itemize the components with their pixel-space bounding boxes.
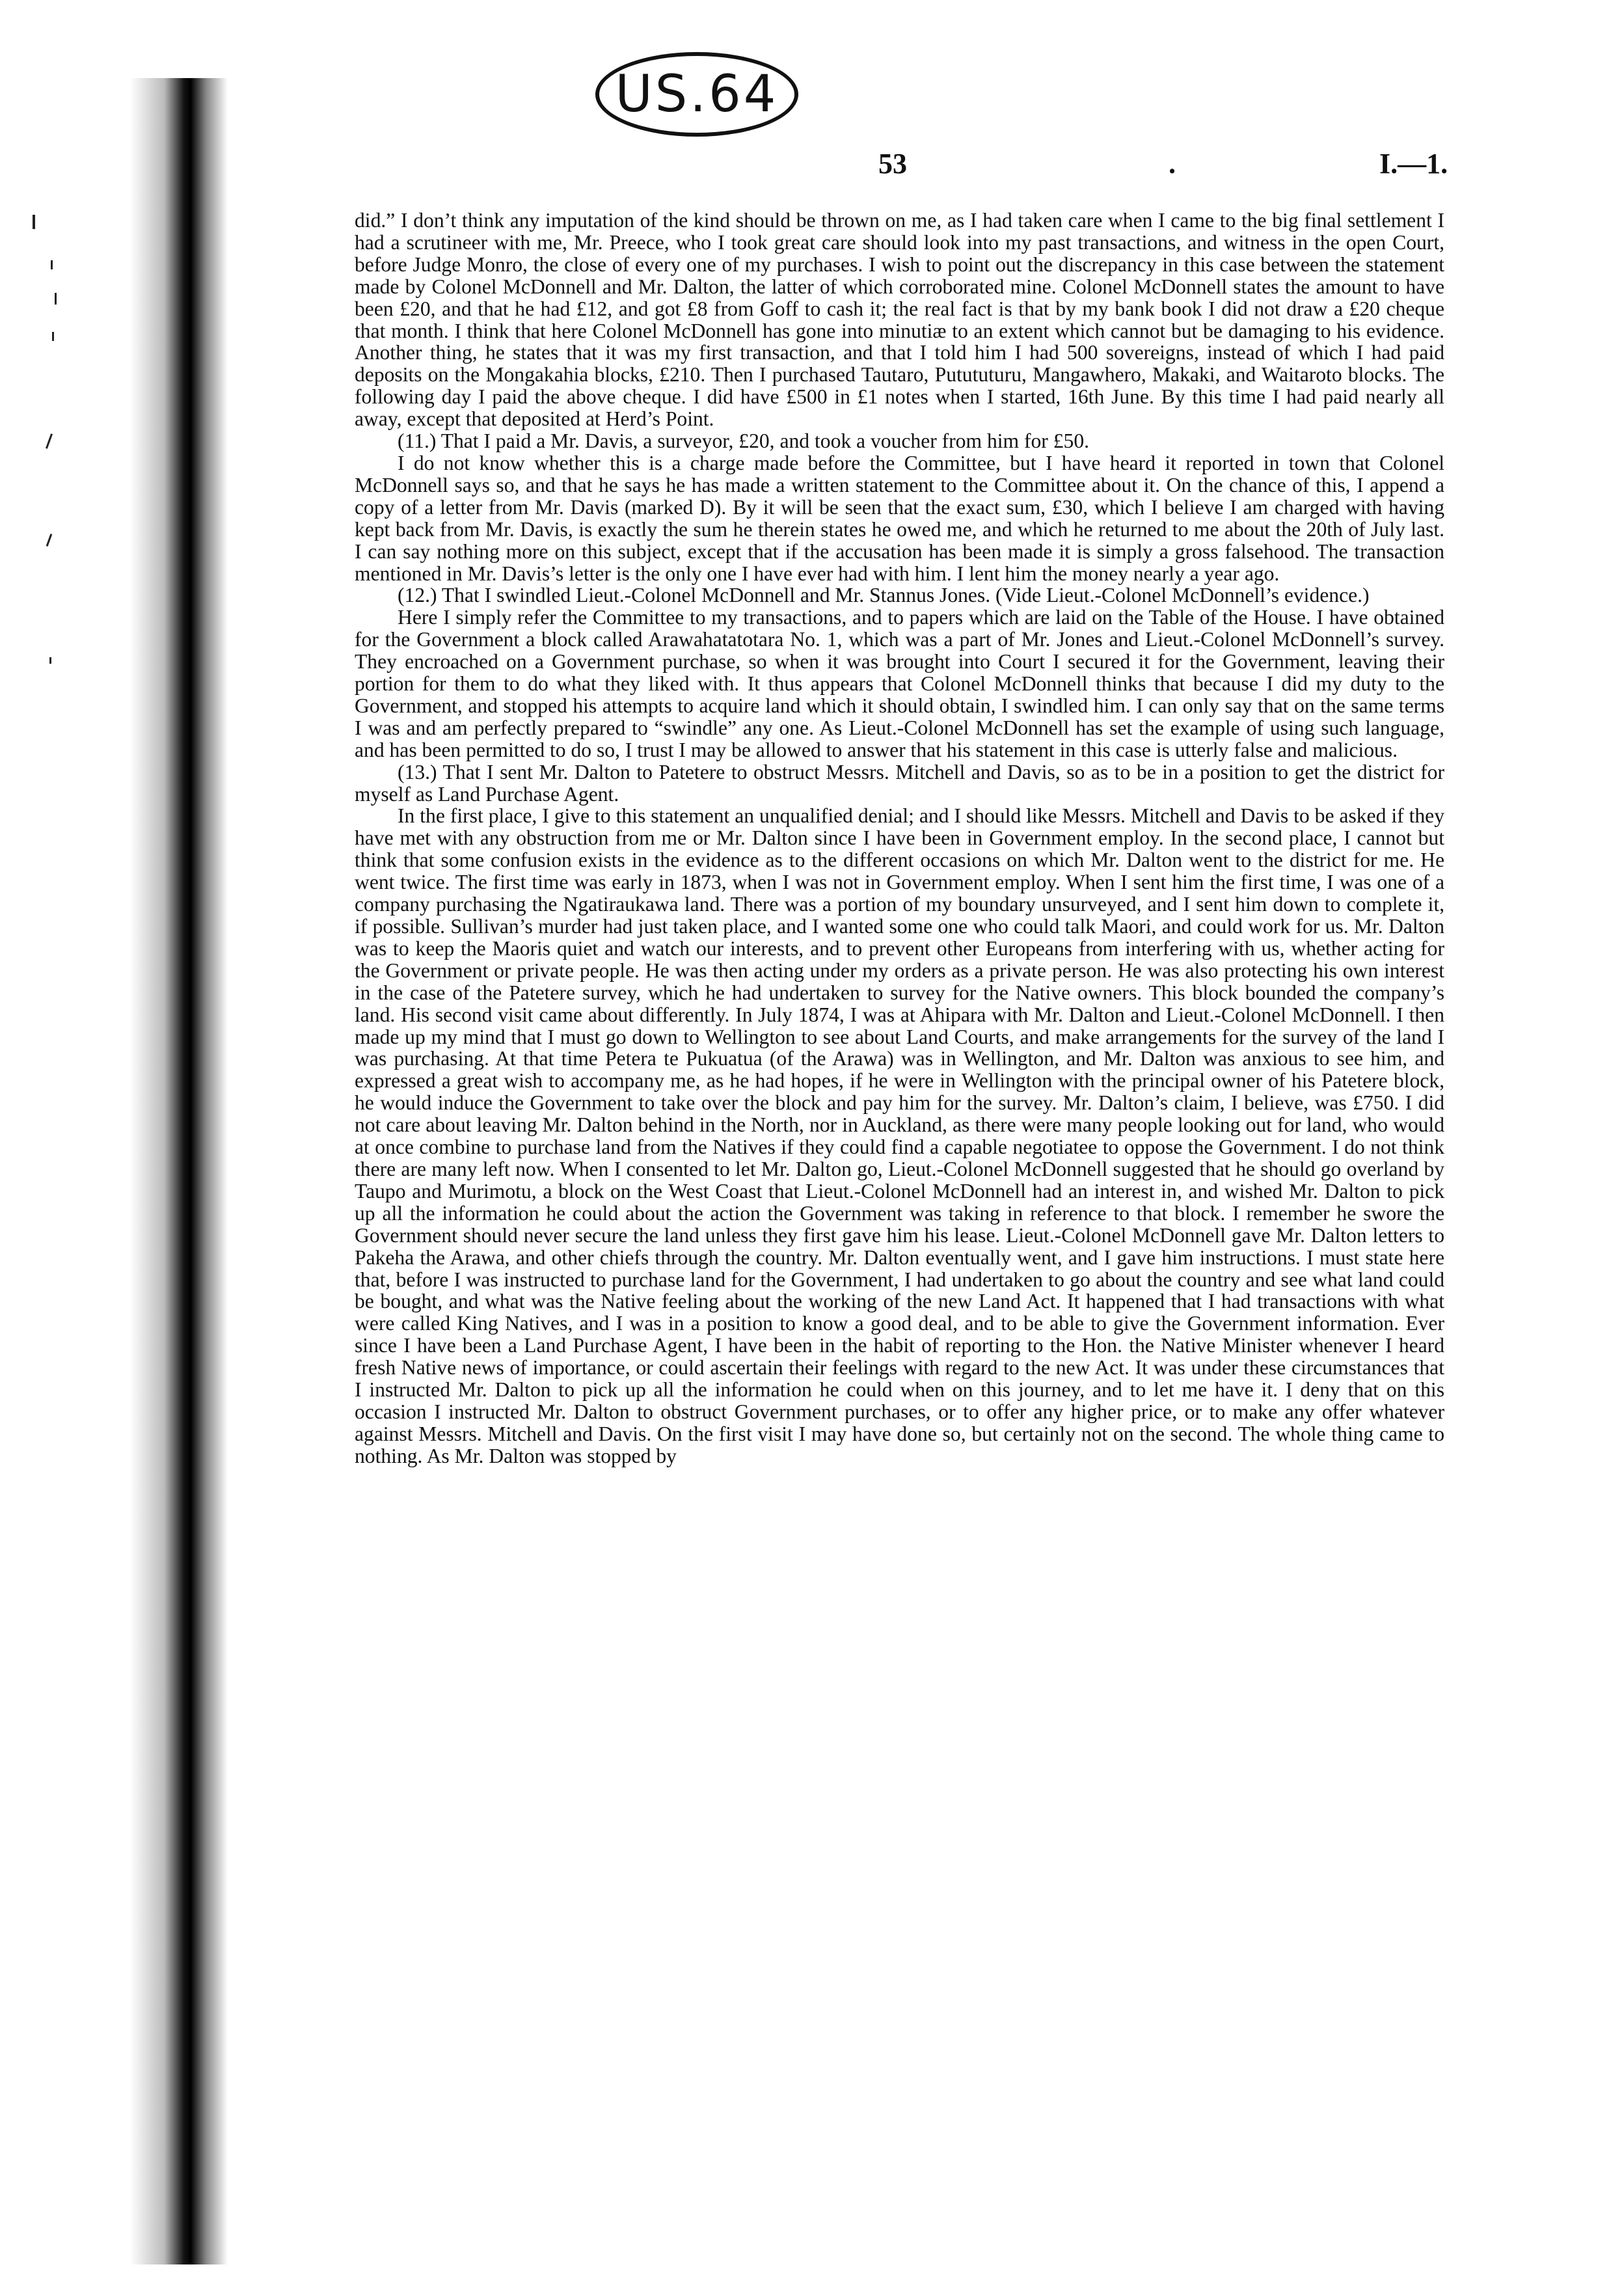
margin-mark <box>33 215 35 229</box>
page-number: 53 <box>878 148 907 180</box>
paragraph: (11.) That I paid a Mr. Davis, a surveyor, £20, and took a voucher from him for £50. <box>398 429 1090 453</box>
margin-mark <box>55 293 57 305</box>
paragraph: Here I simply refer the Committee to my transactions, and to papers which are laid on the Table of the House. I have obtained for the Government a block called Arawahatatotara No. 1, which was a part of Mr. Jones and Lieut.-Colonel McDonnell’s survey. They encroached on a Government purchase, so when it was brought into Court I secured it for the Government, leaving their portion for them to do what they liked with. It thus appears that Colonel McDonnell thinks that because I did my duty to the Government, and stopped his attempts to acquire land which it should obtain, I swindled him. I can only say that on the same terms I was and am perfectly prepared to “swindle” any one. As Lieut.-Colonel McDonnell has set the example of using such language, and has been permitted to do so, I trust I may be allowed to answer that his statement in this case is utterly false and malicious. <box>355 606 1444 761</box>
margin-mark <box>52 332 54 341</box>
handwritten-reference-stamp: US.64 <box>595 52 798 137</box>
binding-shadow <box>130 78 228 2264</box>
margin-mark <box>51 260 53 269</box>
header-separator: . <box>1169 148 1176 180</box>
document-series: I.—1. <box>1379 148 1448 180</box>
paragraph: In the first place, I give to this statement an unqualified denial; and I should like Messrs. Mitchell and Davis to be asked if they have met with any obstruction from me or Mr. Dalton since I have been in Government employ. In the second place, I cannot but think that some confusion exists in the evidence as to the different occasions on which Mr. Dalton went to the district for me. He went twice. The first time was early in 1873, when I was not in Government employ. When I sent him the first time, I was one of a company purchasing the Ngatiraukawa land. There was a portion of my boundary unsurveyed, and I sent him down to complete it, if possible. Sullivan’s murder had just taken place, and I wanted some one who could talk Maori, and could work for us. Mr. Dalton was to keep the Maoris quiet and watch our interests, and to prevent other Europeans from interfering with us, whether acting for the Government or private people. He was then acting under my orders as a private person. He was also protecting his own interest in the case of the Patetere survey, which he had undertaken to survey for the Native owners. This block bounded the company’s land. His second visit came about differently. In July 1874, I was at Ahipara with Mr. Dalton and Lieut.-Colonel McDonnell. I then made up my mind that I must go down to Wellington to see about Land Courts, and make arrangements for the survey of the land I was purchasing. At that time Petera te Pukuatua (of the Arawa) was in Wellington, and Mr. Dalton was anxious to see him, and expressed a great wish to accompany me, as he had hopes, if he were in Wellington with the principal owner of his Patetere block, he would induce the Government to take over the block and pay him for the survey. Mr. Dalton’s claim, I believe, was £750. I did not care about leaving Mr. Dalton behind in the North, nor in Auckland, as there were many people looking out for land, who would at once combine to purchase land from the Natives if they could find a capable negotiatee to oppose the Government. I do not think there are many left now. When I consented to let Mr. Dalton go, Lieut.-Colonel McDonnell suggested that he should go overland by Taupo and Murimotu, a block on the West Coast that Lieut.-Colonel McDonnell had an interest in, and wished Mr. Dalton to pick up all the information he could about the action the Government was taking in reference to that block. I remember he swore the Government should never secure the land unless they first gave him his lease. Lieut.-Colonel McDonnell gave Mr. Dalton letters to Pakeha the Arawa, and other chiefs through the country. Mr. Dalton eventually went, and I gave him instructions. I must state here that, before I was instructed to purchase land for the Government, I had undertaken to go about the country and see what land could be bought, and what was the Native feeling about the working of the new Land Act. It happened that I had transactions with what were called King Natives, and I was in a position to know a good deal, and to be able to give the Government information. Ever since I have been a Land Purchase Agent, I have been in the habit of reporting to the Hon. the Native Minister whenever I heard fresh Native news of importance, or could ascertain their feelings with regard to the new Act. It was under these circumstances that I instructed Mr. Dalton to pick up all the information he could when on this journey, and to let me have it. I deny that on this occasion I instructed Mr. Dalton to obstruct Government purchases, or to offer any higher price, or to make any offer whatever against Messrs. Mitchell and Davis. On the first visit I may have done so, but certainly not on the second. The whole thing came to nothing. As Mr. Dalton was stopped by <box>355 804 1444 1467</box>
margin-mark <box>46 433 53 449</box>
paragraph: did.” I don’t think any imputation of the kind should be thrown on me, as I had taken care when I came to the big final settlement I had a scrutineer with me, Mr. Preece, who I took great care should look into my past transactions, and witness in the open Court, before Judge Monro, the close of every one of my purchases. I wish to point out the discrepancy in this case between the statement made by Colonel McDonnell and Mr. Dalton, the latter of which corroborated mine. Colonel McDonnell states the amount to have been £20, and that he had £12, and got £8 from Goff to cash it; the real fact is that by my bank book I did not draw a £20 cheque that month. I think that here Colonel McDonnell has gone into minutiæ to an extent which cannot but be damaging to his evidence. Another thing, he states that it was my first transaction, and that I told him I had 500 sovereigns, instead of which I had paid deposits on the Mongakahia blocks, £210. Then I purchased Tautaro, Putututuru, Mangawhero, Makaki, and Waitaroto blocks. The following day I paid the above cheque. I did have £500 in £1 notes when I started, 16th June. By this time I had paid nearly all away, except that deposited at Herd’s Point. <box>355 210 1444 431</box>
margin-mark <box>49 657 51 664</box>
paragraph: (13.) That I sent Mr. Dalton to Patetere to obstruct Messrs. Mitchell and Davis, so as to be in a position to get the district for myself as Land Purchase Agent. <box>355 760 1444 806</box>
margin-mark <box>46 534 53 547</box>
paragraph: I do not know whether this is a charge made before the Committee, but I have heard it reported in town that Colonel McDonnell says so, and that he says he has made a written statement to the Committee about it. On the chance of this, I append a copy of a letter from Mr. Davis (marked D). By it will be seen that the exact sum, £30, which I believe I am charged with having kept back from Mr. Davis, is exactly the sum he therein states he owed me, and which he returned to me about the 20th of July last. I can say nothing more on this subject, except that if the accusation has been made it is simply a gross falsehood. The transaction mentioned in Mr. Davis’s letter is the only one I have ever had with him. I lent him the money nearly a year ago. <box>355 451 1444 585</box>
body-text <box>355 210 1444 2227</box>
paragraph: (12.) That I swindled Lieut.-Colonel McDonnell and Mr. Stannus Jones. (Vide Lieut.-Colonel McDonnell’s evidence.) <box>398 584 1370 607</box>
